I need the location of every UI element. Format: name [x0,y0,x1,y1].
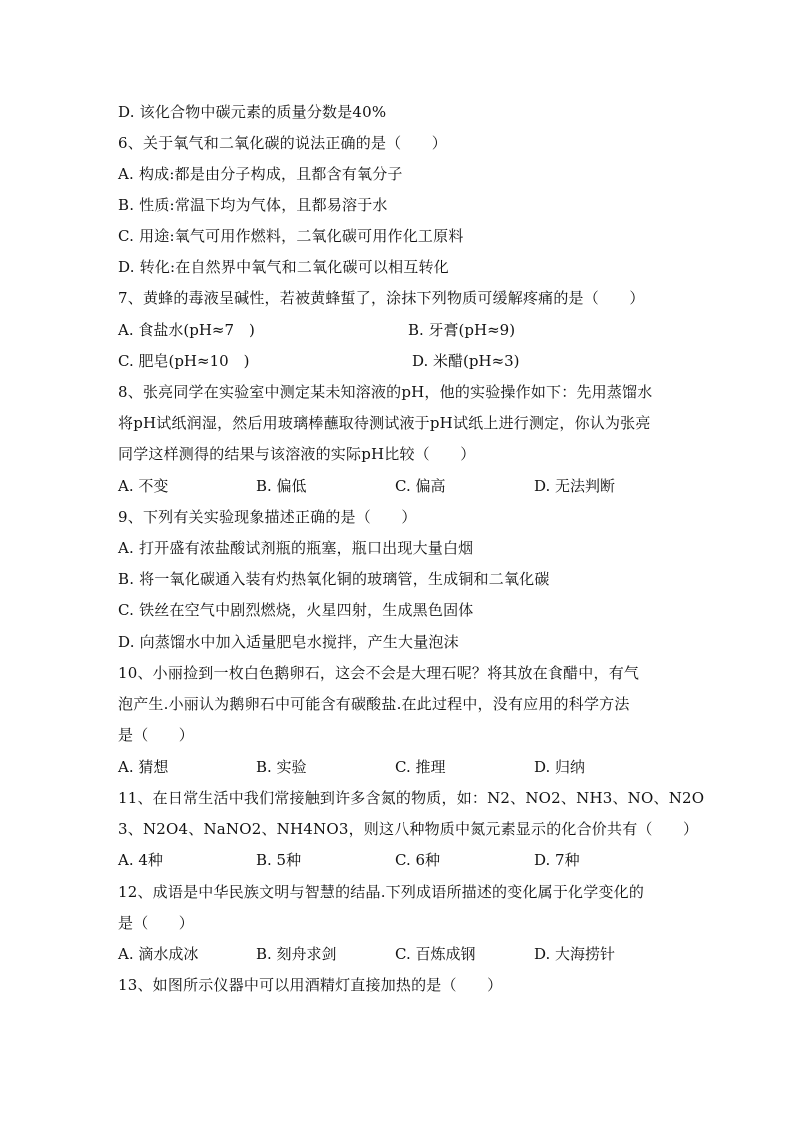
option-7d: D. 米醋(pH≈3) [412,352,520,370]
option-10d: D. 归纳 [534,758,586,776]
option-9a: A. 打开盛有浓盐酸试剂瓶的瓶塞，瓶口出现大量白烟 [118,539,474,557]
question-10-stem-line2: 泡产生.小丽认为鹅卵石中可能含有碳酸盐.在此过程中，没有应用的科学方法 [118,695,630,713]
option-11a: A. 4种 [118,851,163,869]
question-10-stem-line1: 10、小丽捡到一枚白色鹅卵石，这会不会是大理石呢？将其放在食醋中，有气 [118,664,640,682]
option-9c: C. 铁丝在空气中剧烈燃烧，火星四射，生成黑色固体 [118,601,474,619]
option-6b: B. 性质:常温下均为气体，且都易溶于水 [118,196,388,214]
question-7-stem: 7、黄蜂的毒液呈碱性，若被黄蜂蜇了，涂抹下列物质可缓解疼痛的是（ ） [118,289,645,307]
option-7a: A. 食盐水(pH≈7 ) [118,321,255,339]
option-8d: D. 无法判断 [534,477,616,495]
question-8-stem-line3: 同学这样测得的结果与该溶液的实际pH比较（ ） [118,445,476,463]
question-13-stem: 13、如图所示仪器中可以用酒精灯直接加热的是（ ） [118,976,503,994]
option-12d: D. 大海捞针 [534,945,616,963]
question-12-stem-line1: 12、成语是中华民族文明与智慧的结晶.下列成语所描述的变化属于化学变化的 [118,883,645,901]
option-7c: C. 肥皂(pH≈10 ) [118,352,250,370]
option-7b: B. 牙膏(pH≈9) [408,321,516,339]
option-10c: C. 推理 [395,758,446,776]
option-8a: A. 不变 [118,477,169,495]
question-9-stem: 9、下列有关实验现象描述正确的是（ ） [118,508,417,526]
option-9d: D. 向蒸馏水中加入适量肥皂水搅拌，产生大量泡沫 [118,633,459,651]
option-6a: A. 构成:都是由分子构成，且都含有氧分子 [118,165,403,183]
option-10b: B. 实验 [256,758,307,776]
option-6c: C. 用途:氧气可用作燃料，二氧化碳可用作化工原料 [118,227,464,245]
option-12c: C. 百炼成钢 [395,945,476,963]
option-8c: C. 偏高 [395,477,446,495]
question-6-stem: 6、关于氧气和二氧化碳的说法正确的是（ ） [118,134,447,152]
option-11c: C. 6种 [395,851,441,869]
question-12-stem-line2: 是（ ） [118,914,195,932]
question-8-stem-line2: 将pH试纸润湿，然后用玻璃棒蘸取待测试液于pH试纸上进行测定，你认为张亮 [118,414,651,432]
option-11d: D. 7种 [534,851,580,869]
option-12a: A. 滴水成冰 [118,945,199,963]
option-10a: A. 猜想 [118,758,169,776]
option-6d: D. 转化:在自然界中氧气和二氧化碳可以相互转化 [118,258,449,276]
option-11b: B. 5种 [256,851,302,869]
question-11-stem-line1: 11、在日常生活中我们常接触到许多含氮的物质，如：N2、NO2、NH3、NO、N2O [118,789,705,807]
option-5d: D. 该化合物中碳元素的质量分数是40% [118,103,387,121]
question-8-stem-line1: 8、张亮同学在实验室中测定某未知溶液的pH，他的实验操作如下：先用蒸馏水 [118,383,653,401]
question-11-stem-line2: 3、N2O4、NaNO2、NH4NO3，则这八种物质中氮元素显示的化合价共有（ ） [118,820,699,838]
option-9b: B. 将一氧化碳通入装有灼热氧化铜的玻璃管，生成铜和二氧化碳 [118,570,550,588]
option-8b: B. 偏低 [256,477,307,495]
question-10-stem-line3: 是（ ） [118,726,195,744]
option-12b: B. 刻舟求剑 [256,945,337,963]
